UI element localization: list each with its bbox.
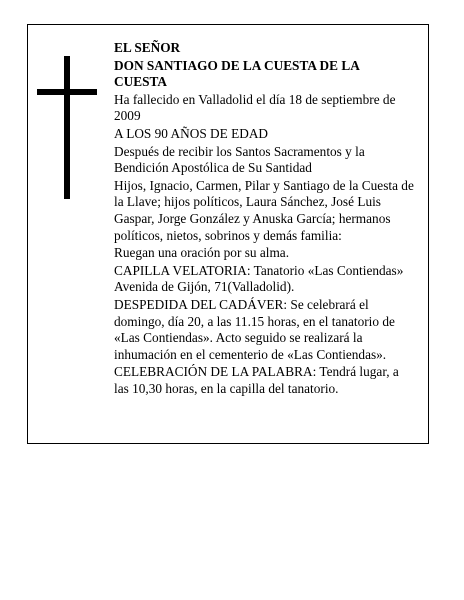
chapel-info: CAPILLA VELATORIA: Tanatorio «Las Contiendas» Avenida de Gijón, 71(Valladolid). (114, 262, 404, 295)
deceased-name: DON SANTIAGO DE LA CUESTA DE LA CUESTA (114, 57, 360, 90)
cross-icon (37, 56, 97, 199)
prayer-request: Ruegan una oración por su alma. (114, 245, 290, 261)
heading-title: EL SEÑOR (114, 40, 181, 55)
farewell-info: DESPEDIDA DEL CADÁVER: Se celebrará el domingo, día 20, a las 11.15 horas, en el tanatorio de «Las Contiendas». Acto seguido se realizará la inhumación en el cementerio de «Las Contiendas». (114, 296, 395, 362)
obituary-notice (27, 24, 429, 444)
cross-horizontal-bar (37, 89, 97, 95)
notice-text (114, 40, 414, 398)
family-list: Hijos, Ignacio, Carmen, Pilar y Santiago de la Cuesta de la Llave; hijos políticos, Laura Sánchez, José Luis Gaspar, Jorge González y Anuska García; hermanos políticos, nietos, sobrinos y demás familia: (114, 177, 414, 243)
sacraments-info: Después de recibir los Santos Sacramentos y la Bendición Apostólica de Su Santidad (114, 143, 365, 176)
cross-vertical-bar (64, 56, 70, 199)
age-info: A LOS 90 AÑOS DE EDAD (114, 125, 269, 141)
death-info: Ha fallecido en Valladolid el día 18 de septiembre de 2009 (114, 91, 396, 124)
celebration-info: CELEBRACIÓN DE LA PALABRA: Tendrá lugar, a las 10,30 horas, en la capilla del tanatorio. (114, 364, 399, 396)
